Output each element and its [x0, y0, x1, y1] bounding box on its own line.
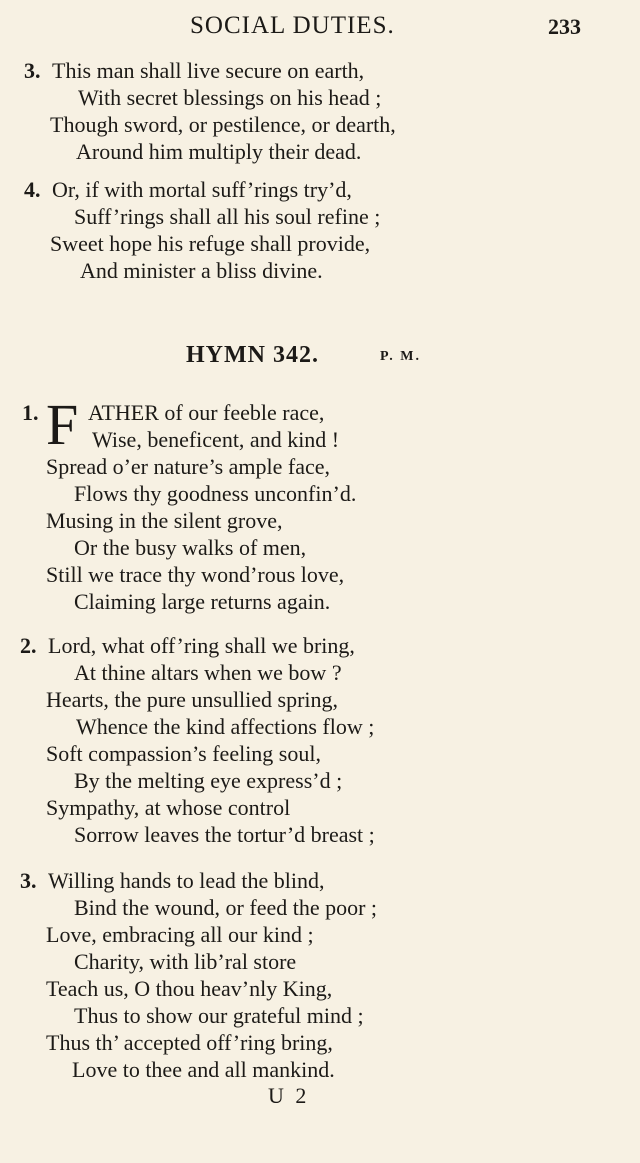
verse-line: With secret blessings on his head ;	[78, 85, 382, 110]
verse-line: Thus to show our grateful mind ;	[74, 1003, 364, 1028]
verse-line: Lord, what off’ring shall we bring,	[48, 633, 355, 658]
verse-line: At thine altars when we bow ?	[74, 660, 342, 685]
verse-line: Sorrow leaves the tortur’d breast ;	[74, 822, 375, 847]
verse-line: Still we trace thy wond’rous love,	[46, 562, 345, 587]
stanza-number: 2.	[20, 633, 37, 658]
hymn-meter: P. M.	[380, 349, 421, 364]
verse-line: Wise, beneficent, and kind !	[92, 427, 340, 452]
verse-line: Claiming large returns again.	[74, 589, 331, 614]
verse-line: This man shall live secure on earth,	[52, 58, 365, 83]
verse-line: Though sword, or pestilence, or dearth,	[50, 112, 396, 137]
verse-line: Suff’rings shall all his soul refine ;	[74, 204, 381, 229]
drop-cap: F	[46, 392, 79, 457]
verse-line: Whence the kind affections flow ;	[76, 714, 375, 739]
verse-line: Bind the wound, or feed the poor ;	[74, 895, 378, 920]
verse-line: Willing hands to lead the blind,	[48, 868, 325, 893]
verse-line: Soft compassion’s feeling soul,	[46, 741, 321, 766]
verse-line: Sympathy, at whose control	[46, 795, 291, 820]
verse-line: Flows thy goodness unconfin’d.	[74, 481, 357, 506]
verse-line: ATHER of our feeble race,	[88, 400, 325, 425]
verse-line: Hearts, the pure unsullied spring,	[46, 687, 339, 712]
stanza-number: 4.	[24, 177, 41, 202]
verse-line: Musing in the silent grove,	[46, 508, 283, 533]
verse-line: Or the busy walks of men,	[74, 535, 307, 560]
verse-line: Charity, with lib’ral store	[74, 949, 297, 974]
page-number: 233	[548, 14, 581, 39]
verse-line: Spread o’er nature’s ample face,	[46, 454, 331, 479]
verse-line: Around him multiply their dead.	[76, 139, 362, 164]
verse-line: Love, embracing all our kind ;	[46, 922, 314, 947]
stanza-number: 3.	[24, 58, 41, 83]
signature-mark: U 2	[268, 1083, 310, 1108]
verse-line: Thus th’ accepted off’ring bring,	[46, 1030, 333, 1055]
running-head: SOCIAL DUTIES.	[190, 12, 395, 39]
verse-line: And minister a bliss divine.	[80, 258, 323, 283]
verse-line: Teach us, O thou heav’nly King,	[46, 976, 333, 1001]
stanza-number: 3.	[20, 868, 37, 893]
verse-line: Love to thee and all mankind.	[72, 1057, 335, 1082]
stanza-number: 1.	[22, 400, 39, 425]
verse-line: By the melting eye express’d ;	[74, 768, 343, 793]
hymn-title: HYMN 342.	[186, 342, 319, 368]
verse-line: Sweet hope his refuge shall provide,	[50, 231, 371, 256]
verse-line: Or, if with mortal suff’rings try’d,	[52, 177, 352, 202]
